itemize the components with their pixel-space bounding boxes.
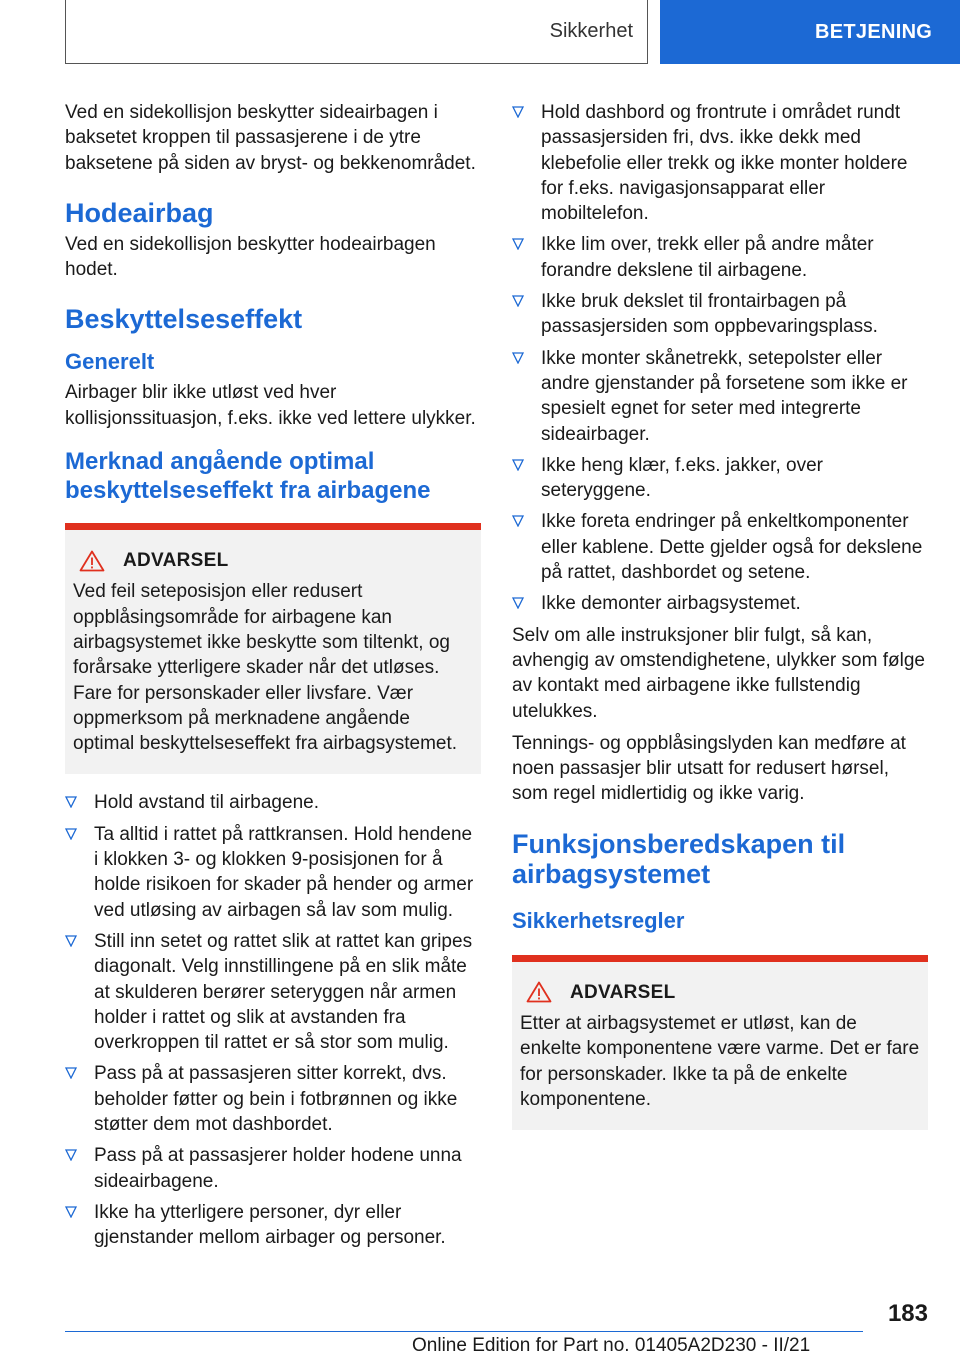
outcome-paragraph: Selv om alle instruksjoner blir fulgt, så kan, avhengig av omstendighetene, ulykker som følge av kontakt med airbagene ikke fullstendig utelukkes. (512, 624, 925, 722)
list-item: Hold avstand til airbagene. (65, 790, 481, 815)
bullet-triangle-icon (512, 459, 524, 471)
list-item: Hold dashbord og frontrute i området rundt passasjersiden fri, dvs. ikke dekk med klebefolie eller trekk og ikke monter holdere for f.eks. navigasjonsapparat eller mobiltelefon. (512, 100, 928, 226)
list-item: Pass på at passasjeren sitter korrekt, dvs. beholder føtter og bein i fotbrønnen og ikke støtter dem mot dashbordet. (65, 1061, 481, 1137)
footer-divider (65, 1331, 863, 1332)
heading-safety-rules: Sikkerhetsregler (512, 907, 685, 933)
bullet-triangle-icon (65, 1067, 77, 1079)
warning-text: Etter at airbagsystemet er utløst, kan de enkelte komponentene være varme. Det er fare for personskader. Ikke ta på de enkelte komponentene. (520, 1013, 920, 1110)
page-number: 183 (887, 1300, 928, 1327)
heading-protection-effect: Beskyttelseseffekt (65, 304, 303, 335)
bullet-triangle-icon (65, 796, 77, 808)
header-chapter-tab: BETJENING (660, 0, 960, 64)
warning-triangle-icon (526, 981, 552, 1003)
bullet-triangle-icon (65, 828, 77, 840)
bullet-triangle-icon (512, 515, 524, 527)
warning-header (73, 548, 473, 573)
list-item: Ikke lim over, trekk eller på andre måter forandre dekslene til airbagene. (512, 232, 928, 283)
bullet-triangle-icon (65, 1206, 77, 1218)
header-section-box (65, 0, 648, 64)
left-bullet-list (65, 790, 481, 1250)
heading-system-readiness: Funksjonsberedskapen til airbagsystemet (512, 828, 846, 889)
heading-head-airbag: Hodeairbag (65, 197, 214, 228)
list-item: Ikke foreta endringer på enkeltkomponenter eller kablene. Dette gjelder også for dekslene på rattet, dashbordet og setene. (512, 509, 928, 585)
bullet-triangle-icon (512, 597, 524, 609)
bullet-triangle-icon (65, 1149, 77, 1161)
list-item: Ikke ha ytterligere personer, dyr eller gjenstander mellom airbager og personer. (65, 1200, 481, 1251)
list-item: Ikke demonter airbagsystemet. (512, 591, 928, 616)
right-column (512, 100, 928, 1146)
list-item: Pass på at passasjerer holder hodene unna sideairbagene. (65, 1143, 481, 1194)
bullet-triangle-icon (65, 935, 77, 947)
head-airbag-paragraph: Ved en sidekollisjon beskytter hodeairbagen hodet. (65, 233, 436, 281)
bullet-triangle-icon (512, 238, 524, 250)
warning-box (512, 955, 928, 1130)
warning-title: ADVARSEL (123, 550, 229, 572)
warning-text: Ved feil seteposisjon eller redusert oppblåsingsområde for airbagene kan airbagsystemet ikke beskytte som tiltenkt, og forårsake ytterligere skader når det utløses. Fare for personskader eller livsfare. Vær oppmerksom på merknadene angående optimal beskyttelseseffekt fra airbagsystemet. (73, 581, 458, 755)
noise-paragraph: Tennings- og oppblåsingslyden kan medføre at noen passasjer blir utsatt for redusert hørsel, som regel midlertidig og ikke varig. (512, 732, 906, 805)
bullet-triangle-icon (512, 352, 524, 364)
warning-title: ADVARSEL (570, 981, 676, 1003)
list-item: Ta alltid i rattet på rattkransen. Hold hendene i klokken 3- og klokken 9-posisjonen for å holde risikoen for skader på hender og armer ved utløsing av airbagen så lav som mulig. (65, 822, 481, 923)
heading-optimal-protection-note: Merknad angående optimal beskyttelseseffekt fra airbagene (65, 448, 431, 505)
left-column (65, 100, 481, 1257)
bullet-triangle-icon (512, 295, 524, 307)
list-item: Ikke bruk dekslet til frontairbagen på passasjersiden som oppbevaringsplass. (512, 289, 928, 340)
warning-header (520, 980, 920, 1005)
intro-paragraph: Ved en sidekollisjon beskytter sideairbagen i baksetet kroppen til passasjerene i de ytre baksetene på siden av bryst- og bekkenområdet. (65, 102, 476, 174)
list-item: Still inn setet og rattet slik at rattet kan gripes diagonalt. Velg innstillingene på en slik måte at skulderen berører seteryggen når armen holder i rattet og slik at avstanden fra overkroppen til rattet er så stor som mulig. (65, 929, 481, 1055)
heading-general: Generelt (65, 349, 155, 375)
footer-edition-text: Online Edition for Part no. 01405A2D230 - II/21 (412, 1335, 811, 1356)
warning-box (65, 523, 481, 774)
general-paragraph: Airbager blir ikke utløst ved hver kollisjonssituasjon, f.eks. ikke ved lettere ulykker. (65, 382, 476, 429)
list-item: Ikke monter skånetrekk, setepolster eller andre gjenstander på forsetene som ikke er spesielt egnet for seter med integrerte sideairbager. (512, 346, 928, 447)
bullet-triangle-icon (512, 106, 524, 118)
header-section-title: Sikkerhet (549, 20, 633, 42)
right-bullet-list (512, 100, 928, 617)
list-item: Ikke heng klær, f.eks. jakker, over seteryggene. (512, 453, 928, 504)
warning-triangle-icon (79, 550, 105, 572)
